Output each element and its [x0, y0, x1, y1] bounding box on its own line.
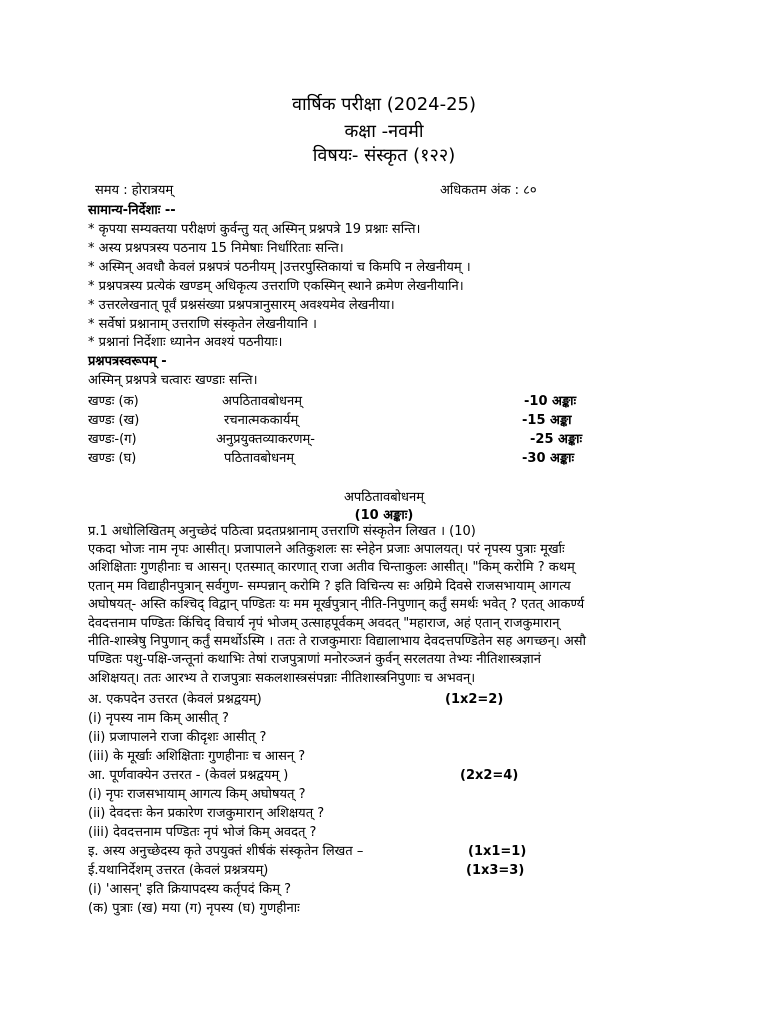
instruction-item: * सर्वेषां प्रश्नानाम् उत्तराणि संस्कृतेन लेखनीयानि । — [88, 317, 317, 332]
part-b-marks: (2x2=4) — [460, 768, 519, 783]
section-name: रचनात्मककार्यम् — [224, 413, 299, 428]
max-marks-label: अधिकतम अंक : ८० — [440, 183, 537, 198]
passage-line: नीति-शास्त्रेषु निपुणान् कर्तुं समर्थोऽस्मि । ततः ते राजकुमाराः विद्यालाभाय देवदत्तपण्डितेन सह अगच्छन्। असौ — [88, 634, 586, 650]
instruction-item: * अस्मिन् अवधौ केवलं प्रश्नपत्रं पठनीयम् |उत्तरपुस्तिकायां च किमपि न लेखनीयम् । — [88, 260, 471, 275]
part-d-label: ई.यथानिर्देशम् उत्तरत (केवलं प्रश्नत्रयम्) — [88, 863, 269, 878]
section-name: अनुप्रयुक्तव्याकरणम्- — [216, 432, 315, 447]
exam-title: वार्षिक परीक्षा (2024-25) — [291, 94, 477, 115]
question-item: (i) नृपः राजसभायाम् आगत्य किम् अघोषयत् ? — [88, 787, 306, 802]
question-options: (क) पुत्राः (ख) मया (ग) नृपस्य (घ) गुणहीनाः — [88, 901, 300, 916]
section-name: पठितावबोधनम् — [224, 451, 295, 466]
section-marks: -25 अङ्काः — [530, 432, 583, 447]
part-d-marks: (1x3=3) — [466, 863, 525, 878]
section-label: खण्डः (घ) — [88, 451, 137, 466]
part-a-marks: (1x2=2) — [445, 692, 504, 707]
part-c-marks: (1x1=1) — [468, 844, 527, 859]
passage-line: एकदा भोजः नाम नृपः आसीत्। प्रजापालने अतिकुशलः सः स्नेहेन प्रजाः अपालयत्। परं नृपस्य पुत्राः मूर्खाः — [88, 542, 565, 557]
passage-line: अशिक्षयत्। ततः आरभ्य ते राजपुत्राः सकलशास्त्रसंपन्नाः नीतिशास्त्रनिपुणाः च अभवन्। — [88, 670, 476, 686]
section-label: खण्डः-(ग) — [88, 432, 137, 447]
instruction-item: * कृपया सम्यक्तया परीक्षणं कुर्वन्तु यत् अस्मिन् प्रश्नपत्रे 19 प्रश्नाः सन्ति। — [88, 222, 421, 237]
part-c-label: इ. अस्य अनुच्छेदस्य कृते उपयुक्तं शीर्षकं संस्कृतेन लिखत – — [88, 844, 364, 859]
question-item: (ii) प्रजापालने राजा कीदृशः आसीत् ? — [88, 730, 267, 745]
section-label: खण्डः (ख) — [88, 413, 140, 428]
subject-label: विषयः- संस्कृत (१२२) — [312, 145, 456, 166]
time-label: समय : होरात्रयम् — [95, 183, 174, 198]
instruction-item: * अस्य प्रश्नपत्रस्य पठनाय 15 निमेषाः निर्धारिताः सन्ति। — [88, 241, 344, 256]
instruction-item: * उत्तरलेखनात् पूर्वं प्रश्नसंख्या प्रश्नपत्रानुसारम् अवश्यमेव लेखनीया। — [88, 298, 395, 313]
class-label: कक्षा -नवमी — [344, 121, 424, 142]
passage-line: अशिक्षिताः गुणहीनाः च आसन्। एतस्मात् कारणात् राजा अतीव चिन्ताकुलः आसीत्। "किम् करोमि ? कथम् — [88, 560, 575, 576]
section-a-title: अपठितावबोधनम् — [343, 490, 424, 505]
section-a-marks: (10 अङ्काः) — [354, 508, 414, 523]
passage-line: देवदत्तनाम पण्डितः किंचिद् विचार्य नृपं भोजम् उत्साहपूर्वकम् अवदत् "महाराज, अहं एतान् राजकुमारान् — [88, 615, 560, 631]
passage-line: एतान् मम विद्याहीनपुत्रान् सर्वगुण- सम्पन्नान् करोमि ? इति विचिन्त्य सः अग्रिमे दिवसे राजसभायाम् आगत्य — [88, 578, 571, 594]
passage-line: अघोषयत्- अस्ति कश्चिद् विद्वान् पण्डितः यः मम मूर्खपुत्रान् नीति-निपुणान् कर्तुं समर्थः भवेत् ? एतत् आकर्ण्य — [88, 597, 585, 613]
section-name: अपठितावबोधनम् — [222, 394, 303, 409]
question-item: (iii) के मूर्खाः अशिक्षिताः गुणहीनाः च आसन् ? — [88, 749, 306, 764]
part-a-label: अ. एकपदेन उत्तरत (केवलं प्रश्नद्वयम्) — [88, 692, 262, 707]
instruction-item: * प्रश्नानां निर्देशाः ध्यानेन अवश्यं पठनीयाः। — [88, 335, 283, 350]
part-b-label: आ. पूर्णवाक्येन उत्तरत - (केवलं प्रश्नद्वयम् ) — [88, 768, 289, 783]
section-marks: -15 अङ्का — [522, 413, 572, 428]
instruction-item: * प्रश्नपत्रस्य प्रत्येकं खण्डम् अधिकृत्य उत्तराणि एकस्मिन् स्थाने क्रमेण लेखनीयानि। — [88, 279, 464, 294]
section-marks: -10 अङ्काः — [524, 394, 577, 409]
structure-intro: अस्मिन् प्रश्नपत्रे चत्वारः खण्डाः सन्ति। — [88, 373, 258, 388]
question-item: (i) नृपस्य नाम किम् आसीत् ? — [88, 711, 229, 726]
passage-line: पण्डितः पशु-पक्षि-जन्तूनां कथाभिः तेषां राजपुत्राणां मनोरञ्जनं कुर्वन् सरलतया तेभ्यः नीतिशास्त्रज्ञानं — [88, 652, 541, 668]
section-marks: -30 अङ्काः — [522, 451, 575, 466]
section-label: खण्डः (क) — [88, 394, 139, 409]
question-item: (iii) देवदत्तनाम पण्डितः नृपं भोजं किम् अवदत् ? — [88, 825, 317, 840]
question-1: प्र.1 अधोलिखितम् अनुच्छेदं पठित्वा प्रदतप्रश्नानाम् उत्तराणि संस्कृतेन लिखत । (10) — [88, 524, 476, 539]
instructions-heading: सामान्य-निर्देशाः -- — [88, 203, 176, 218]
question-item: (ii) देवदत्तः केन प्रकारेण राजकुमारान् अशिक्षयत् ? — [88, 806, 325, 821]
structure-heading: प्रश्नपत्रस्वरूपम् - — [88, 354, 167, 369]
passage — [88, 541, 688, 688]
question-item: (i) 'आसन्' इति क्रियापदस्य कर्तृपदं किम् ? — [88, 882, 291, 897]
